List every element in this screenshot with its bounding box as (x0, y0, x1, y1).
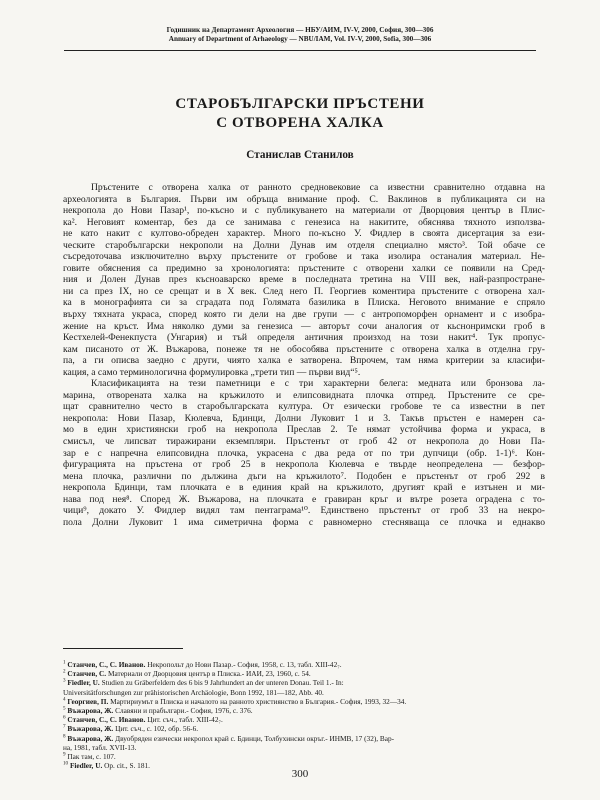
footnote-author: Fiedler, U. (67, 678, 100, 688)
footnote (63, 724, 545, 733)
paragraph-2 (63, 378, 545, 528)
footnote-number: 1 (63, 660, 66, 666)
text-line: мена плочка, различни по дължина дъги на кръжилото⁷. Подобен е пръстенът от гроб 292 в (63, 470, 545, 482)
text-line: говите обяснения са предимно за хронологията: пръстените с отворени халки се появили на Сред- (63, 262, 545, 274)
text-line: некропола Бдинци, там плочката е в единия край на кръжилото, другият край е изтънен и ми- (63, 482, 545, 494)
text-line: съсредоточава изключително върху пръстените от гробове и така изолира останалия материал. Не- (63, 251, 545, 263)
footnote-text: Материали от Дворцовия център в Плиска.- ИАИ, 23, 1960, с. 54. (107, 669, 311, 679)
footnote-number: 10 (63, 761, 69, 767)
footnote-author: Станчев, С., С. Иванов. (67, 715, 146, 725)
footnote (63, 660, 545, 669)
body-text (63, 182, 545, 528)
footnote (63, 752, 545, 761)
footnote-number: 8 (63, 733, 66, 740)
text-line: чици⁹, докато У. Фидлер видял там пентаграма¹⁰. Единствено пръстенът от гроб 33 на некро- (63, 505, 545, 517)
footnote-text: Цит. съч., с. 102, обр. 56-6. (115, 724, 199, 734)
text-line: ни са през IX, но се срещат и в X век. След него П. Георгиев коментира пръстените с отворена хал- (63, 285, 545, 297)
footnote-text: Некропольт до Нови Пазар.- София, 1958, с. 13, табл. XIII-42₇. (147, 660, 342, 669)
paragraph-1 (63, 182, 545, 378)
text-line: некропола: Нови Пазар, Кюлевча, Бдинци, Долни Луковит 1 и 3. Такъв пръстен е намерен са- (63, 412, 545, 424)
title-line-2: С ОТВОРЕНА ХАЛКА (216, 115, 384, 131)
text-line: мо в един християнски гроб на некропола Преслав 2. Те нямат устойчива форма и украса, в (63, 424, 545, 436)
author-name: Станислав Станилов (246, 149, 354, 161)
text-line: зар е с напречна елипсовидна плочка, украсена с два реда от по три дупчици (обр. 1-1)⁶. Кон- (63, 447, 545, 459)
footnote-author: Въжарова, Ж. (67, 705, 114, 715)
footnote-number: 6 (63, 715, 66, 721)
footnote-continuation: на, 1981, табл. XVII-13. (63, 742, 137, 752)
running-head (60, 26, 540, 44)
footnote-text: Пак там, с. 107. (67, 751, 116, 761)
footnote-author: Станчев, С. (67, 669, 107, 679)
title-line-1: СТАРОБЪЛГАРСКИ ПРЪСТЕНИ (175, 96, 425, 112)
page-number: 300 (291, 768, 309, 780)
footnote-author: Станчев, С., С. Иванов. (67, 660, 146, 669)
text-line: кам писаното от Ж. Въжарова, понеже тя не обособява пръстените с отворена халка в отделна гру- (63, 343, 545, 355)
footnote-number: 4 (63, 696, 66, 703)
header-rule (64, 50, 536, 51)
footnote (63, 678, 545, 687)
footnotes (63, 660, 545, 770)
footnote-text: Цит. съч., табл. XIII-42₇. (147, 715, 223, 725)
text-line: кация, а само терминологична формулировка „трети тип — първи вид“⁵. (63, 366, 361, 378)
footnote (63, 669, 545, 678)
footnote-author: Въжарова, Ж. (67, 733, 114, 743)
footnote-text: Мартириумът в Плиска и началото на ранното християнство в България.- София, 1993, 32—34. (110, 696, 407, 706)
text-line: жение на кръст. Има няколко думи за генезиса — авторът сочи аналогия от кьснонримски гроб в (63, 320, 545, 332)
footnote (63, 734, 545, 743)
text-line: марина, отворената халка на кръжилото и елипсовидната плочка отпред. Пръстените се сре- (63, 389, 545, 401)
footnote (63, 715, 545, 724)
footnote-text: Славяни и прабългари.- София, 1976, с. 376. (115, 705, 253, 715)
text-line: не като накит с култово-обреден характер. Много по-късно У. Фидлер в своята дисертация за ези- (63, 228, 545, 240)
running-head-en: Annuary of Department of Arhaeology — NBU/IAM, Vol. IV-V, 2000, Sofia, 300—306 (168, 35, 432, 43)
article-title (60, 95, 540, 133)
footnote-text: Studien zu Gräberfeldern des 6 bis 9 Jahrhundert an der unteren Donau. Teil 1.- In: (101, 678, 344, 688)
footnote-number: 5 (63, 705, 66, 712)
text-line: ка в монографията си за сградата под Голямата базилика в Плиска. Неговото внимание е спряло (63, 297, 545, 309)
footnote-number: 7 (63, 724, 66, 730)
text-line: нава под нея⁸. Според Ж. Въжарова, на плочката е гравиран кръг и вътре розета оградена с то- (63, 493, 545, 505)
text-line: некропола до Нови Пазар¹, по-късно и с публикуването на материали от Дворцовия център в Плис- (63, 205, 545, 217)
footnote-author: Въжарова, Ж. (67, 724, 114, 734)
footnote-text: Op. cit., S. 181. (104, 761, 150, 771)
footnote-number: 3 (63, 678, 66, 684)
running-head-bg: Годишник на Департамент Археология — НБУ/АИМ, IV-V, 2000, София, 300—306 (166, 26, 434, 34)
footnote-author: Георгиев, П. (67, 696, 109, 706)
text-line: археологията в България. Първи им обръща внимание проф. С. Ваклинов в публикацията си на (63, 193, 545, 205)
footnote-text: Двуобряден езически некропол край с. Бдинци, Толбухински окръг.- ИНМВ, 17 (32), Вар- (115, 733, 395, 743)
text-line: Пръстените с отворена халка от ранното средновековие са известни сравнително отдавна на (91, 182, 545, 193)
text-line: ка². Неговият коментар, без да се занимава с генезиса на накитите, обяснява тяхното използва- (63, 216, 545, 228)
text-line: па, а ги описва заедно с други, чиято халка е затворена. Впрочем, там няма критерии за класифи- (63, 355, 545, 367)
footnote (63, 706, 545, 715)
text-line: Кестхелей-Фенекпуста (Унгария) и тъй определя античния произход на този накит⁴. Тук пропус- (63, 332, 545, 344)
text-line: върху тяхната украса, според която ги дели на две групи — с антропоморфен орнамент и с изобра- (63, 309, 545, 321)
text-line: смисъл, че липсват тиражирани екземпляри. Пръстенът от гроб 42 от некропола до Нови Па- (63, 436, 545, 448)
footnote-rule (63, 648, 183, 649)
footnote-number: 2 (63, 669, 66, 675)
footnote-number: 9 (63, 751, 66, 758)
footnote (63, 697, 545, 706)
footnote-continuation: Universitätforschungen zur prähistorischen Archäologie, Bonn 1992, 181—182, Abb. 40. (63, 687, 324, 697)
text-line: щат сравнително често в старобългарската култура. От езически гробове те са известни в пет (63, 401, 545, 413)
text-line: Класификацията на тези паметници е с три характерни белега: медната или бронзова ла- (91, 378, 545, 390)
footnote-author: Fiedler, U. (69, 761, 103, 771)
text-line: ческите старобългарски некрополи на Долни Дунав им отделя специално място³. Той обаче се (63, 239, 545, 251)
text-line: ния и Долен Дунав през късноаварско време в последната третина на VIII век, най-разпростране- (63, 274, 545, 286)
text-line: фигурацията на пръстена от гроб 25 в некропола Кюлевча е твърде неопределена — безфор- (63, 459, 545, 471)
text-line: пола Долни Луковит 1 има симетрична форма с равномерно стесняваща се плочка и еднакво (63, 516, 545, 528)
